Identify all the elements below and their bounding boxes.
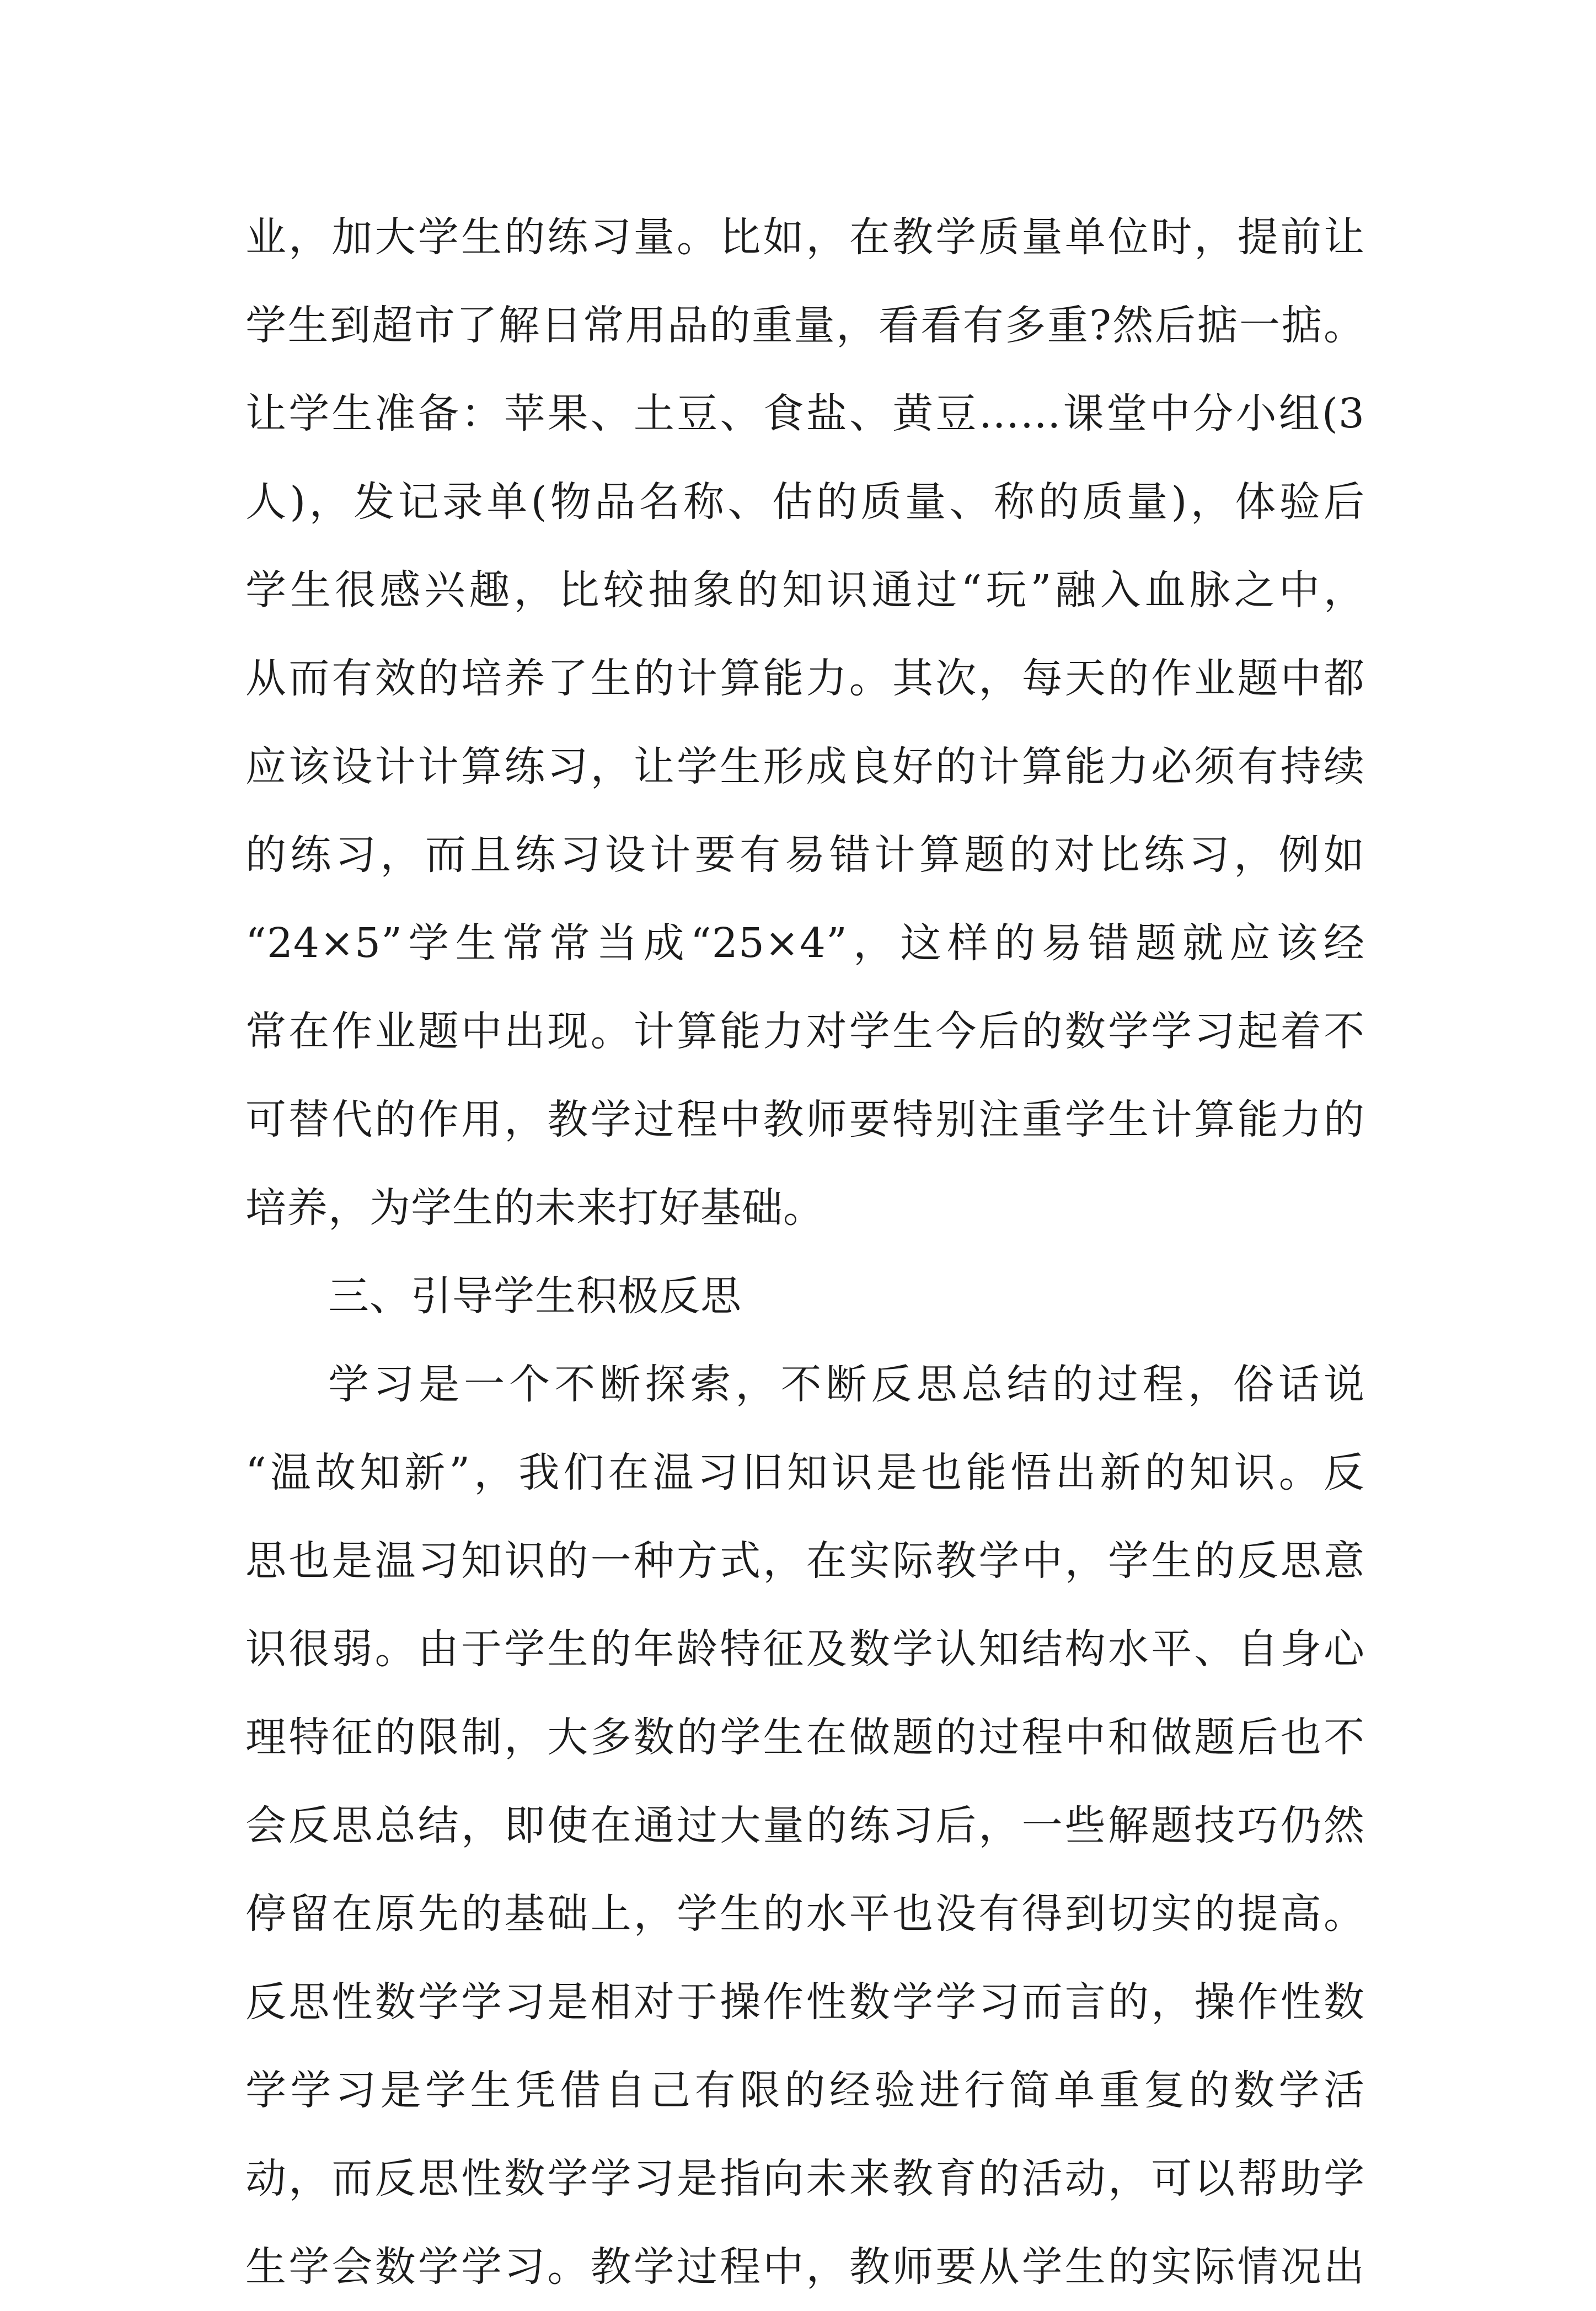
text-line: 会反思总结，即使在通过大量的练习后，一些解题技巧仍然 bbox=[245, 1802, 1365, 1849]
text-line: 生学会数学学习。教学过程中，教师要从学生的实际情况出 bbox=[245, 2243, 1365, 2291]
text-line: 人)，发记录单(物品名称、估的质量、称的质量)，体验后 bbox=[245, 478, 1365, 526]
text-line: 停留在原先的基础上，学生的水平也没有得到切实的提高。 bbox=[245, 1890, 1365, 1938]
text-line: 学学习是学生凭借自己有限的经验进行简单重复的数学活 bbox=[245, 2067, 1365, 2114]
text-line: 的练习，而且练习设计要有易错计算题的对比练习，例如 bbox=[245, 831, 1365, 879]
text-line: 从而有效的培养了生的计算能力。其次，每天的作业题中都 bbox=[245, 655, 1365, 702]
text-line: 理特征的限制，大多数的学生在做题的过程中和做题后也不 bbox=[245, 1714, 1365, 1761]
text-line: 学生到超市了解日常用品的重量，看看有多重?然后掂一掂。 bbox=[245, 302, 1365, 349]
text-line: 常在作业题中出现。计算能力对学生今后的数学学习起着不 bbox=[245, 1008, 1365, 1055]
text-line: 动，而反思性数学学习是指向未来教育的活动，可以帮助学 bbox=[245, 2155, 1365, 2202]
text-line: 业，加大学生的练习量。比如，在教学质量单位时，提前让 bbox=[245, 213, 1365, 261]
section-heading: 三、引导学生积极反思 bbox=[328, 1272, 742, 1320]
text-line: 反思性数学学习是相对于操作性数学学习而言的，操作性数 bbox=[245, 1978, 1365, 2026]
text-line: 培养，为学生的未来打好基础。 bbox=[245, 1184, 824, 1232]
text-line: 学习是一个不断探索，不断反思总结的过程，俗话说 bbox=[328, 1361, 1365, 1408]
text-line: 识很弱。由于学生的年龄特征及数学认知结构水平、自身心 bbox=[245, 1625, 1365, 1673]
text-line: “24×5”学生常常当成“25×4”，这样的易错题就应该经 bbox=[245, 919, 1365, 967]
text-line: 应该设计计算练习，让学生形成良好的计算能力必须有持续 bbox=[245, 743, 1365, 790]
document-body bbox=[245, 193, 1365, 2311]
text-line: “温故知新”，我们在温习旧知识是也能悟出新的知识。反 bbox=[245, 1449, 1365, 1496]
text-line: 学生很感兴趣，比较抽象的知识通过“玩”融入血脉之中， bbox=[245, 566, 1365, 614]
text-line: 让学生准备：苹果、土豆、食盐、黄豆……课堂中分小组(3 bbox=[245, 390, 1365, 437]
text-line: 可替代的作用，教学过程中教师要特别注重学生计算能力的 bbox=[245, 1096, 1365, 1143]
text-line: 思也是温习知识的一种方式，在实际教学中，学生的反思意 bbox=[245, 1537, 1365, 1585]
